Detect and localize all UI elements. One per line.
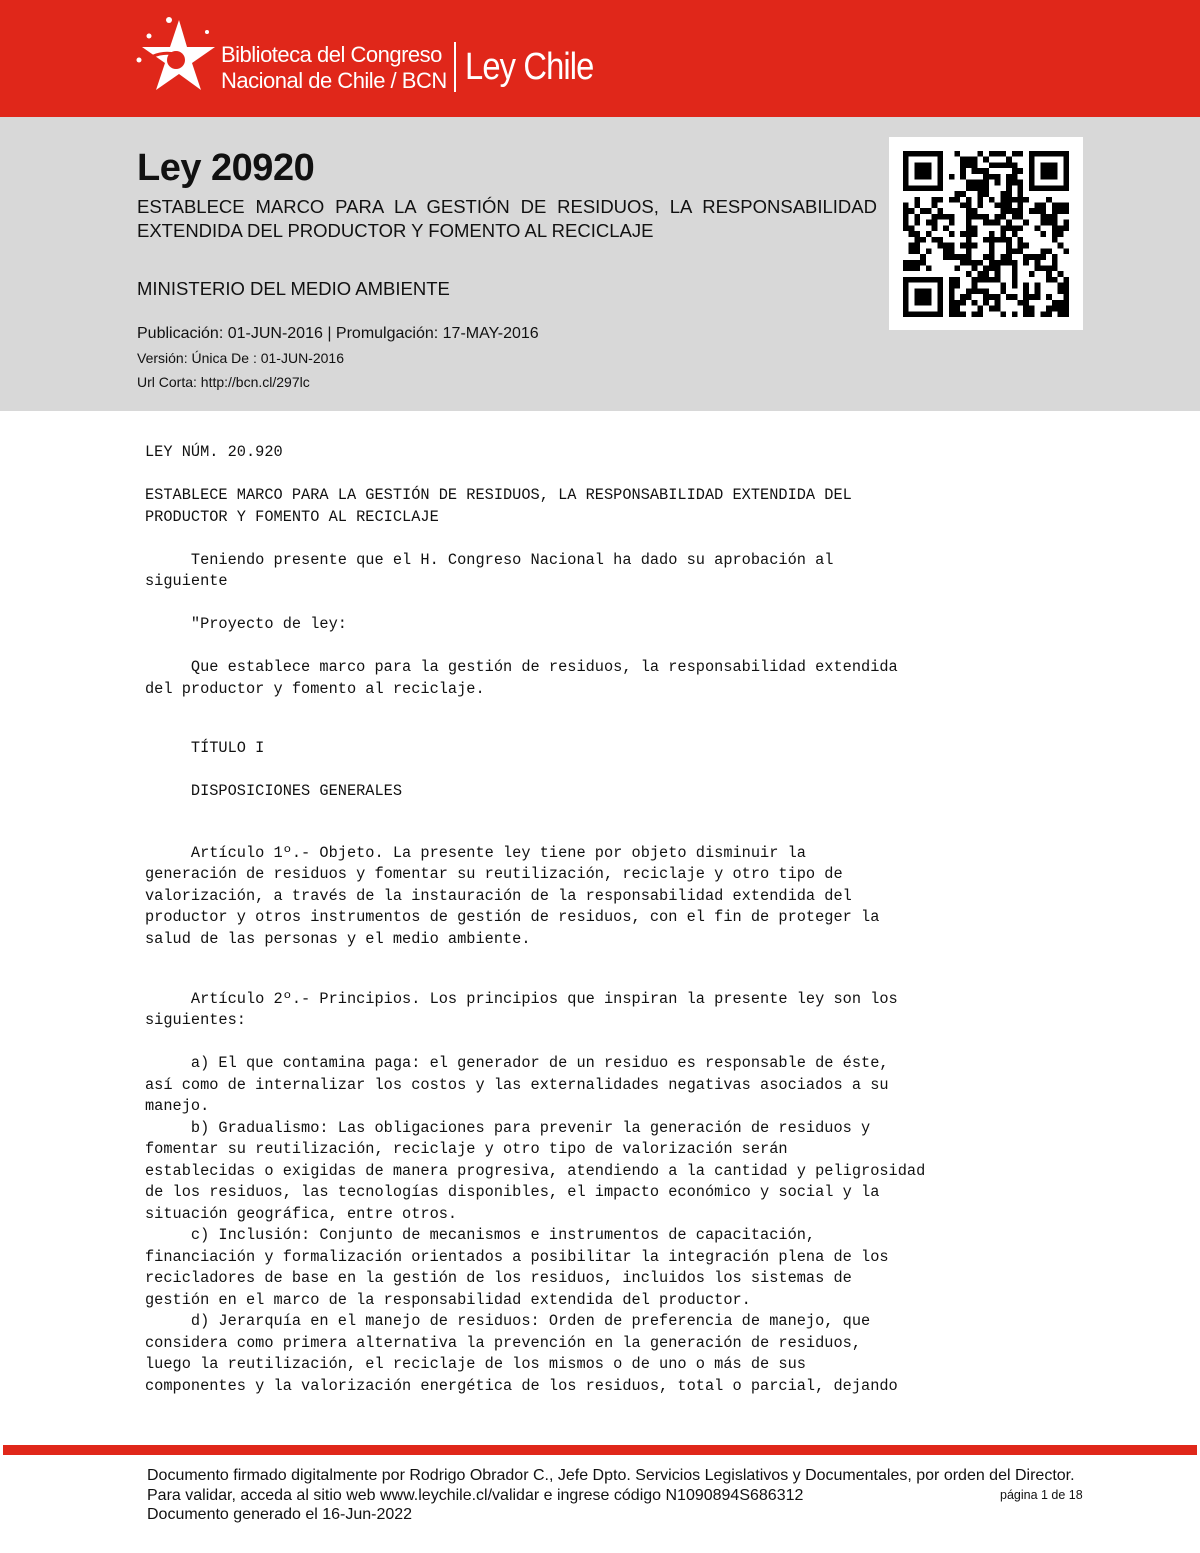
- article-2-intro: Artículo 2º.- Principios. Los principios que inspiran la presente ley son los siguientes:: [145, 989, 898, 1029]
- top-banner: [0, 0, 1200, 117]
- bcn-star-logo-icon: [135, 14, 219, 98]
- title-number: TÍTULO I: [145, 738, 265, 757]
- footer: [147, 1466, 1177, 1525]
- signature-notice: Documento firmado digitalmente por Rodrigo Obrador C., Jefe Dpto. Servicios Legislativos y Documentales, por orden del Director.: [147, 1467, 1075, 1484]
- document-body: [145, 442, 1155, 1397]
- preamble: Teniendo presente que el H. Congreso Nacional ha dado su aprobación al siguiente: [145, 550, 834, 590]
- purpose-paragraph: Que establece marco para la gestión de residuos, la responsabilidad extendida del productor y fomento al reciclaje.: [145, 658, 898, 698]
- qr-code-icon: [903, 151, 1069, 317]
- qr-code-container: [889, 137, 1083, 330]
- logo-line-1: Biblioteca del Congreso: [221, 42, 442, 67]
- law-heading: ESTABLECE MARCO PARA LA GESTIÓN DE RESIDUOS, LA RESPONSABILIDAD EXTENDIDA DEL PRODUCTOR Y FOMENTO AL RECICLAJE: [145, 486, 852, 526]
- law-header: [0, 117, 1200, 411]
- ley-chile-brand: Ley Chile: [465, 46, 594, 88]
- project-label: "Proyecto de ley:: [145, 615, 347, 633]
- article-1: Artículo 1º.- Objeto. La presente ley tiene por objeto disminuir la generación de residuos y fomentar su reutilización, reciclaje y otro tipo de valorización, a través de la instauración de la responsabilidad extendida del productor y otros instrumentos de gestión de residuos, con el fin de proteger la salud de las personas y el medio ambiente.: [145, 843, 880, 948]
- footer-bar: [3, 1445, 1197, 1455]
- law-subtitle: ESTABLECE MARCO PARA LA GESTIÓN DE RESIDUOS, LA RESPONSABILIDAD EXTENDIDA DEL PRODUCTOR Y FOMENTO AL RECICLAJE: [137, 196, 877, 241]
- logo-divider: [454, 42, 456, 92]
- publication-dates: Publicación: 01-JUN-2016 | Promulgación: 17-MAY-2016: [137, 325, 539, 342]
- bcn-logo-text: [221, 42, 447, 94]
- ministry-name: MINISTERIO DEL MEDIO AMBIENTE: [137, 278, 450, 299]
- title-name: DISPOSICIONES GENERALES: [145, 781, 403, 800]
- law-number: LEY NÚM. 20.920: [145, 443, 283, 461]
- logo-line-2: Nacional de Chile / BCN: [221, 68, 447, 93]
- version-info: Versión: Única De : 01-JUN-2016: [137, 350, 344, 366]
- short-url[interactable]: Url Corta: http://bcn.cl/297lc: [137, 374, 310, 390]
- article-2-items: a) El que contamina paga: el generador de un residuo es responsable de éste, así como de internalizar los costos y las externalidades negativas asociados a su manejo. b) Gradualismo: Las obligaciones para prevenir la generación de residuos y fomentar su reutilización, reciclaje y otro tipo de valorización serán establecidas o exigidas de manera progresiva, atendiendo a la cantidad y peligrosidad de los residuos, las tecnologías disponibles, el impacto económico y social y la situación geográfica, entre otros. c) Inclusión: Conjunto de mecanismos e instrumentos de capacitación, financiación y formalización orientados a posibilitar la integración plena de los recicladores de base en la gestión de los residuos, incluidos los sistemas de gestión en el marco de la responsabilidad extendida del productor. d) Jerarquía en el manejo de residuos: Orden de preferencia de manejo, que considera como primera alternativa la prevención en la generación de residuos, luego la reutilización, el reciclaje de los mismos o de uno o más de sus componentes y la valorización energética de los residuos, total o parcial, dejando: [145, 1054, 926, 1395]
- law-title: Ley 20920: [137, 147, 315, 189]
- generated-date: Documento generado el 16-Jun-2022: [147, 1506, 413, 1523]
- page-number: página 1 de 18: [1000, 1488, 1083, 1502]
- validation-notice: Para validar, acceda al sitio web www.leychile.cl/validar e ingrese código N1090894S686312: [147, 1486, 804, 1504]
